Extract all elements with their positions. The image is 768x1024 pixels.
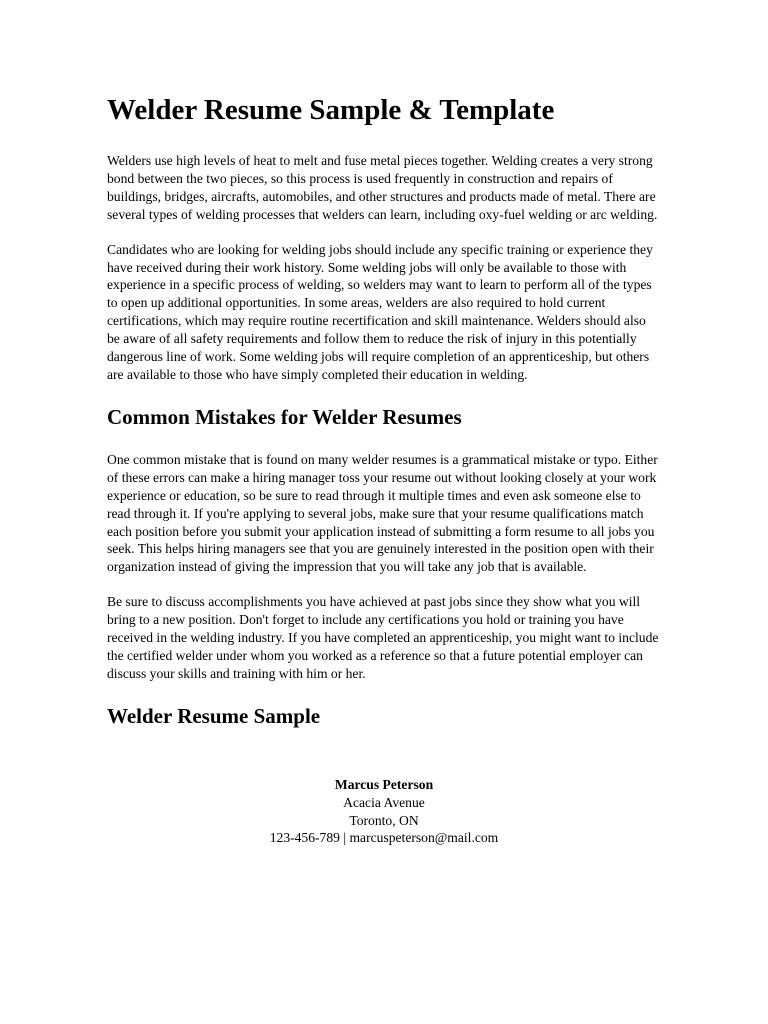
- contact-phone-email: 123-456-789 | marcuspeterson@mail.com: [269, 830, 499, 846]
- mistakes-heading: Common Mistakes for Welder Resumes: [107, 404, 462, 429]
- contact-city: Toronto, ON: [349, 812, 419, 828]
- intro-paragraph-1: Welders use high levels of heat to melt and fuse metal pieces together. Welding creates a very strong bond between the two pieces, so this process is used frequently in construction and repairs of buildings, bridges, aircrafts, automobiles, and other structures and products made of metal. There are several types of welding processes that welders can learn, including oxy-fuel welding or arc welding.: [107, 153, 658, 222]
- contact-name: Marcus Peterson: [334, 776, 434, 792]
- sample-heading: Welder Resume Sample: [107, 703, 321, 728]
- intro-paragraph-2: Candidates who are looking for welding jobs should include any specific training or experience they have received during their work history. Some welding jobs will only be available to those with experience in a specific process of welding, so welders may want to learn to perform all of the types to open up additional opportunities. In some areas, welders are also required to hold current certifications, which may require routine recertification and skill maintenance. Welders should also be aware of all safety requirements and follow them to reduce the risk of injury in this potentially dangerous line of work. Some welding jobs will require completion of an apprenticeship, but others are available to those who have simply completed their education in welding.: [107, 241, 653, 382]
- document-title: Welder Resume Sample & Template: [107, 94, 555, 126]
- contact-block: [107, 776, 661, 848]
- mistakes-paragraph-1: One common mistake that is found on many welder resumes is a grammatical mistake or typo. Either of these errors can make a hiring manager toss your resume out without looking closely at your work experience or education, so be sure to read through it multiple times and even ask someone else to read through it. If you're applying to several jobs, make sure that your resume qualifications match each position before you submit your application instead of submitting a form resume to all jobs you seek. This helps hiring managers see that you are genuinely interested in the position open with their organization instead of giving the impression that you will take any job that is available.: [107, 451, 658, 575]
- mistakes-paragraph-2: Be sure to discuss accomplishments you have achieved at past jobs since they show what you will bring to a new position. Don't forget to include any certifications you hold or training you have received in the welding industry. If you have completed an apprenticeship, you might want to include the certified welder under whom you worked as a reference so that a future potential employer can discuss your skills and training with him or her.: [107, 594, 659, 681]
- contact-street: Acacia Avenue: [343, 794, 425, 810]
